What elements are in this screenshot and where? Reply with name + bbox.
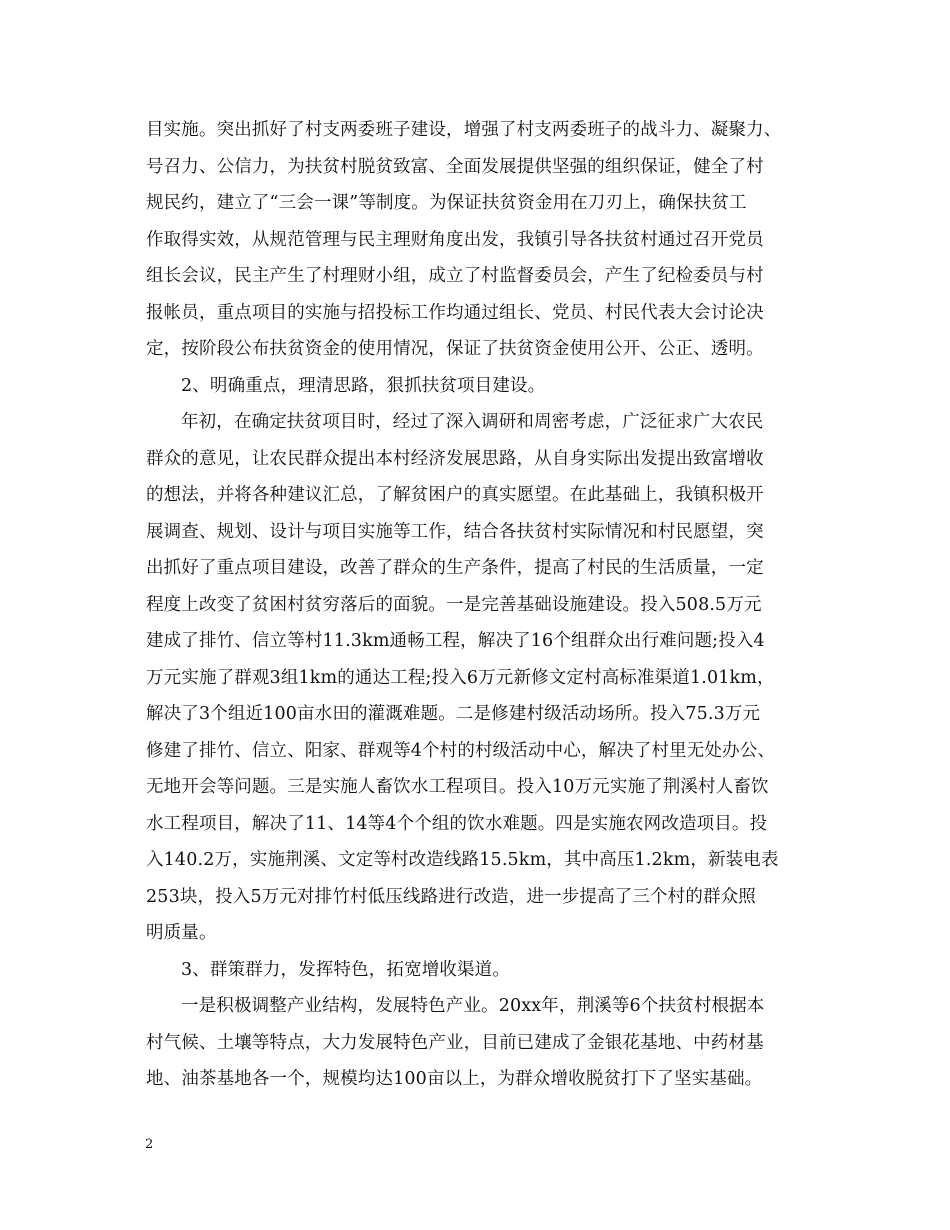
text-line: 规民约，建立了“三会一课”等制度。为保证扶贫资金用在刀刃上，确保扶贫工 <box>146 193 747 213</box>
text-line: 出抓好了重点项目建设，改善了群众的生产条件，提高了村民的生活质量，一定 <box>146 558 764 578</box>
text-line: 号召力、公信力，为扶贫村脱贫致富、全面发展提供坚强的组织保证，健全了村 <box>146 156 764 177</box>
text-line: 作取得实效，从规范管理与民主理财角度出发，我镇引导各扶贫村通过召开党员 <box>146 229 764 250</box>
page-number: 2 <box>145 1137 154 1152</box>
text-line: 定，按阶段公布扶贫资金的使用情况，保证了扶贫资金使用公开、公正、透明。 <box>146 339 764 359</box>
text-line: 地、油茶基地各一个，规模均达100亩以上，为群众增收脱贫打下了坚实基础。 <box>146 1069 763 1089</box>
text-line: 建成了排竹、信立等村11.3km通畅工程，解决了16个组群众出行难问题;投入4 <box>146 631 765 651</box>
text-line: 万元实施了群观3组1km的通达工程;投入6万元新修文定村高标准渠道1.01km， <box>146 667 775 688</box>
section-heading: 3、群策群力，发挥特色，拓宽增收渠道。 <box>181 959 510 980</box>
text-line: 修建了排竹、信立、阳家、群观等4个村的村级活动中心，解决了村里无处办公、 <box>146 740 776 761</box>
text-line: 群众的意见，让农民群众提出本村经济发展思路，从自身实际出发提出致富增收 <box>146 448 764 469</box>
text-line: 组长会议，民主产生了村理财小组，成立了村监督委员会，产生了纪检委员与村 <box>146 266 764 286</box>
text-line: 目实施。突出抓好了村支两委班子建设，增强了村支两委班子的战斗力、凝聚力、 <box>146 120 782 140</box>
text-line: 解决了3个组近100亩水田的灌溉难题。二是修建村级活动场所。投入75.3万元 <box>146 704 761 724</box>
text-line: 的想法，并将各种建议汇总，了解贫困户的真实愿望。在此基础上，我镇积极开 <box>146 485 764 505</box>
text-line: 程度上改变了贫困村贫穷落后的面貌。一是完善基础设施建设。投入508.5万元 <box>146 594 762 615</box>
text-line: 入140.2万，实施荆溪、文定等村改造线路15.5km，其中高压1.2km，新装电表 <box>146 850 779 870</box>
text-line: 明质量。 <box>146 923 217 943</box>
paragraph-start-line: 一是积极调整产业结构，发展特色产业。20xx年，荆溪等6个扶贫村根据本 <box>181 996 765 1016</box>
section-heading: 2、明确重点，理清思路，狠抓扶贫项目建设。 <box>181 375 546 396</box>
text-line: 无地开会等问题。三是实施人畜饮水工程项目。投入10万元实施了荆溪村人畜饮 <box>146 777 769 797</box>
text-line: 展调查、规划、设计与项目实施等工作，结合各扶贫村实际情况和村民愿望，突 <box>146 521 764 542</box>
paragraph-start-line: 年初，在确定扶贫项目时，经过了深入调研和周密考虑，广泛征求广大农民 <box>181 412 764 432</box>
body-text <box>146 112 836 1098</box>
text-line: 水工程项目，解决了11、14等4个个组的饮水难题。四是实施农网改造项目。投 <box>146 813 768 834</box>
text-line: 253块，投入5万元对排竹村低压线路进行改造，进一步提高了三个村的群众照 <box>146 886 756 907</box>
text-line: 报帐员，重点项目的实施与招投标工作均通过组长、党员、村民代表大会讨论决 <box>146 302 764 323</box>
text-line: 村气候、土壤等特点，大力发展特色产业，目前已建成了金银花基地、中药材基 <box>146 1032 764 1053</box>
